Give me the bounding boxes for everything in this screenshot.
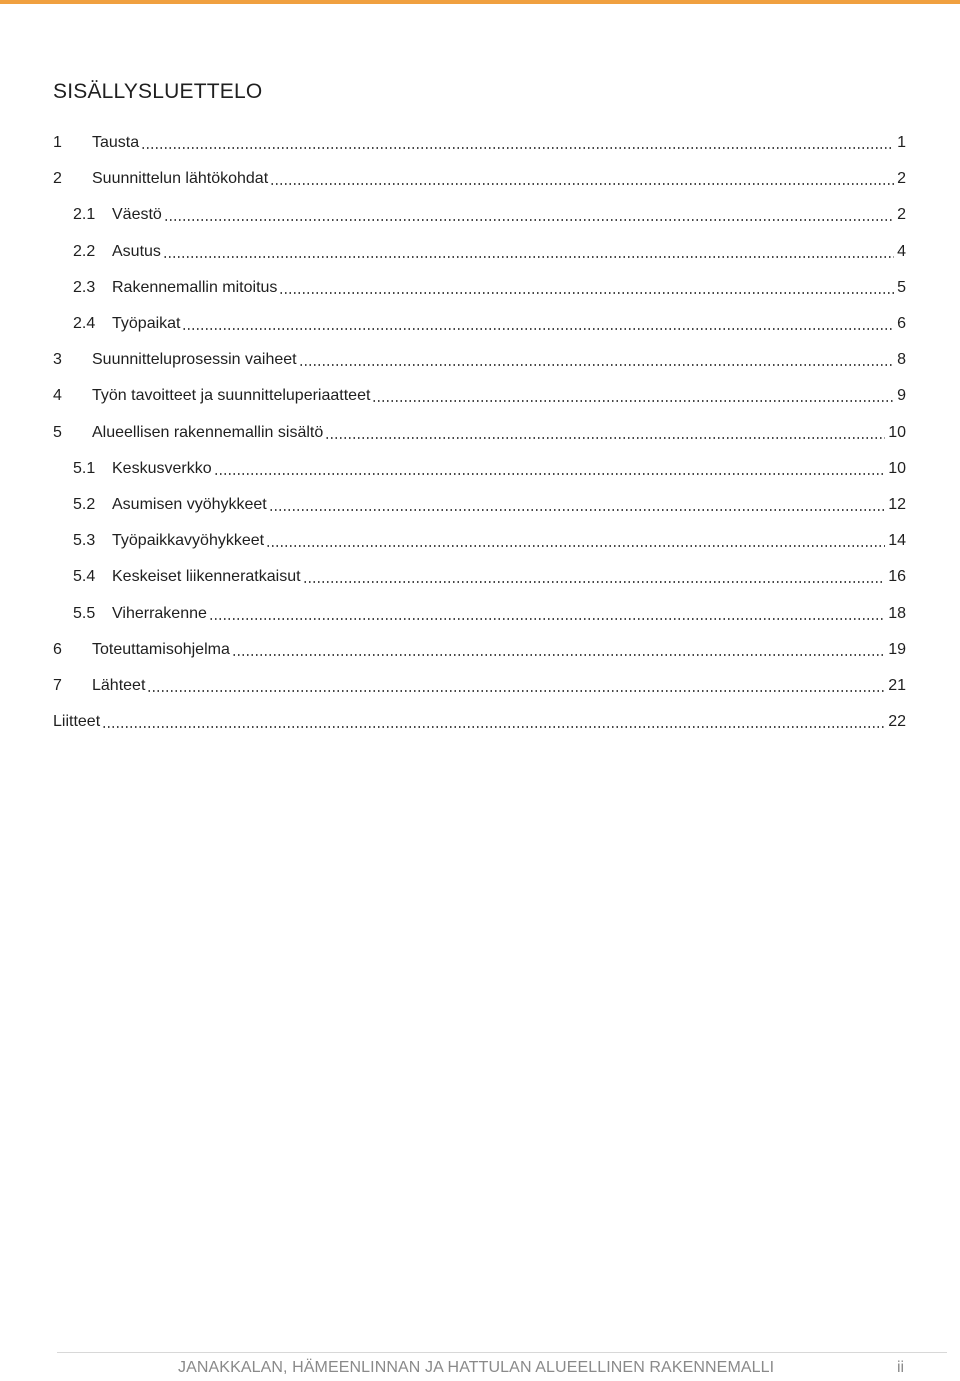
toc-entry[interactable] <box>53 595 906 631</box>
toc-entry[interactable] <box>53 306 906 342</box>
toc-dot-leader <box>279 292 894 294</box>
toc-entry[interactable] <box>53 270 906 306</box>
toc-entry-page: 19 <box>888 640 906 658</box>
toc-entry-label: Tausta <box>92 134 140 152</box>
footer-title: JANAKKALAN, HÄMEENLINNAN JA HATTULAN ALUEELLINEN RAKENNEMALLI <box>178 1359 775 1376</box>
toc-entry-label: Liitteet <box>53 713 101 731</box>
toc-entry-page: 2 <box>897 206 906 224</box>
toc-entry-number: 5.4 <box>73 568 96 586</box>
toc-entry[interactable] <box>53 451 906 487</box>
toc-entry-number: 4 <box>53 387 62 405</box>
toc-entry-number: 2 <box>53 170 62 188</box>
toc-entry-label: Lähteet <box>92 676 146 694</box>
toc-entry[interactable] <box>53 523 906 559</box>
toc-entry-label: Asutus <box>112 242 161 260</box>
toc-entry-number: 5.1 <box>73 459 96 477</box>
toc-entry-label: Suunnitteluprosessin vaiheet <box>92 351 297 369</box>
toc-entry-number: 1 <box>53 134 62 152</box>
toc-entry-page: 6 <box>897 315 906 333</box>
toc-entry[interactable] <box>53 378 906 414</box>
toc-dot-leader <box>299 364 895 366</box>
toc-entry-label: Toteuttamisohjelma <box>92 640 230 658</box>
toc-entry[interactable] <box>53 234 906 270</box>
toc-dot-leader <box>163 256 894 258</box>
toc-dot-leader <box>102 726 885 728</box>
toc-dot-leader <box>141 147 894 149</box>
toc-entry-number: 6 <box>53 640 62 658</box>
toc-entry-page: 10 <box>888 459 906 477</box>
toc-entry[interactable] <box>53 125 906 161</box>
toc-entry-page: 1 <box>897 134 906 152</box>
toc-dot-leader <box>372 400 894 402</box>
toc-dot-leader <box>270 183 894 185</box>
toc-entry-label: Työpaikat <box>112 315 181 333</box>
toc-entry-page: 2 <box>897 170 906 188</box>
toc-entry-number: 5 <box>53 423 62 441</box>
toc-entry-number: 2.3 <box>73 278 96 296</box>
toc-entry[interactable] <box>53 704 906 740</box>
toc-entry-label: Asumisen vyöhykkeet <box>112 495 267 513</box>
toc-entry-page: 16 <box>888 568 906 586</box>
toc-dot-leader <box>214 473 886 475</box>
toc-entry-page: 5 <box>897 278 906 296</box>
toc-entry-page: 22 <box>888 713 906 731</box>
toc-dot-leader <box>232 654 885 656</box>
toc-dot-leader <box>209 618 885 620</box>
toc-entry[interactable] <box>53 487 906 523</box>
toc-entry[interactable] <box>53 342 906 378</box>
toc-entry-page: 9 <box>897 387 906 405</box>
toc-entry-label: Alueellisen rakennemallin sisältö <box>92 423 324 441</box>
toc-entry-number: 2.4 <box>73 315 96 333</box>
toc-title: SISÄLLYSLUETTELO <box>53 80 263 103</box>
toc-entry-page: 14 <box>888 532 906 550</box>
toc-entry-label: Työpaikkavyöhykkeet <box>112 532 265 550</box>
toc-dot-leader <box>182 328 894 330</box>
toc-dot-leader <box>303 581 886 583</box>
toc-entry-label: Suunnittelun lähtökohdat <box>92 170 269 188</box>
toc-entry[interactable] <box>53 197 906 233</box>
toc-entry[interactable] <box>53 415 906 451</box>
toc-dot-leader <box>266 545 885 547</box>
toc-entry-label: Työn tavoitteet ja suunnitteluperiaatteet <box>92 387 371 405</box>
toc-dot-leader <box>325 437 885 439</box>
toc-entry-number: 3 <box>53 351 62 369</box>
toc-entry[interactable] <box>53 559 906 595</box>
toc-entry-page: 21 <box>888 676 906 694</box>
table-of-contents <box>53 125 906 740</box>
toc-dot-leader <box>164 219 894 221</box>
toc-entry-page: 12 <box>888 495 906 513</box>
toc-entry-label: Viherrakenne <box>112 604 207 622</box>
toc-entry[interactable] <box>53 632 906 668</box>
toc-entry-number: 2.1 <box>73 206 96 224</box>
toc-entry-number: 7 <box>53 676 62 694</box>
toc-entry-page: 18 <box>888 604 906 622</box>
toc-entry-label: Keskeiset liikenneratkaisut <box>112 568 301 586</box>
footer-page-number: ii <box>897 1359 905 1376</box>
footer-rule <box>57 1352 947 1353</box>
toc-entry-label: Väestö <box>112 206 162 224</box>
toc-entry-number: 2.2 <box>73 242 96 260</box>
toc-dot-leader <box>269 509 885 511</box>
toc-entry-page: 10 <box>888 423 906 441</box>
toc-dot-leader <box>147 690 885 692</box>
toc-entry-page: 4 <box>897 242 906 260</box>
toc-entry-number: 5.2 <box>73 495 96 513</box>
toc-entry-label: Rakennemallin mitoitus <box>112 278 278 296</box>
toc-entry-label: Keskusverkko <box>112 459 212 477</box>
toc-entry[interactable] <box>53 161 906 197</box>
toc-entry-number: 5.3 <box>73 532 96 550</box>
toc-entry[interactable] <box>53 668 906 704</box>
toc-entry-number: 5.5 <box>73 604 96 622</box>
toc-entry-page: 8 <box>897 351 906 369</box>
top-accent-rule <box>0 0 960 4</box>
